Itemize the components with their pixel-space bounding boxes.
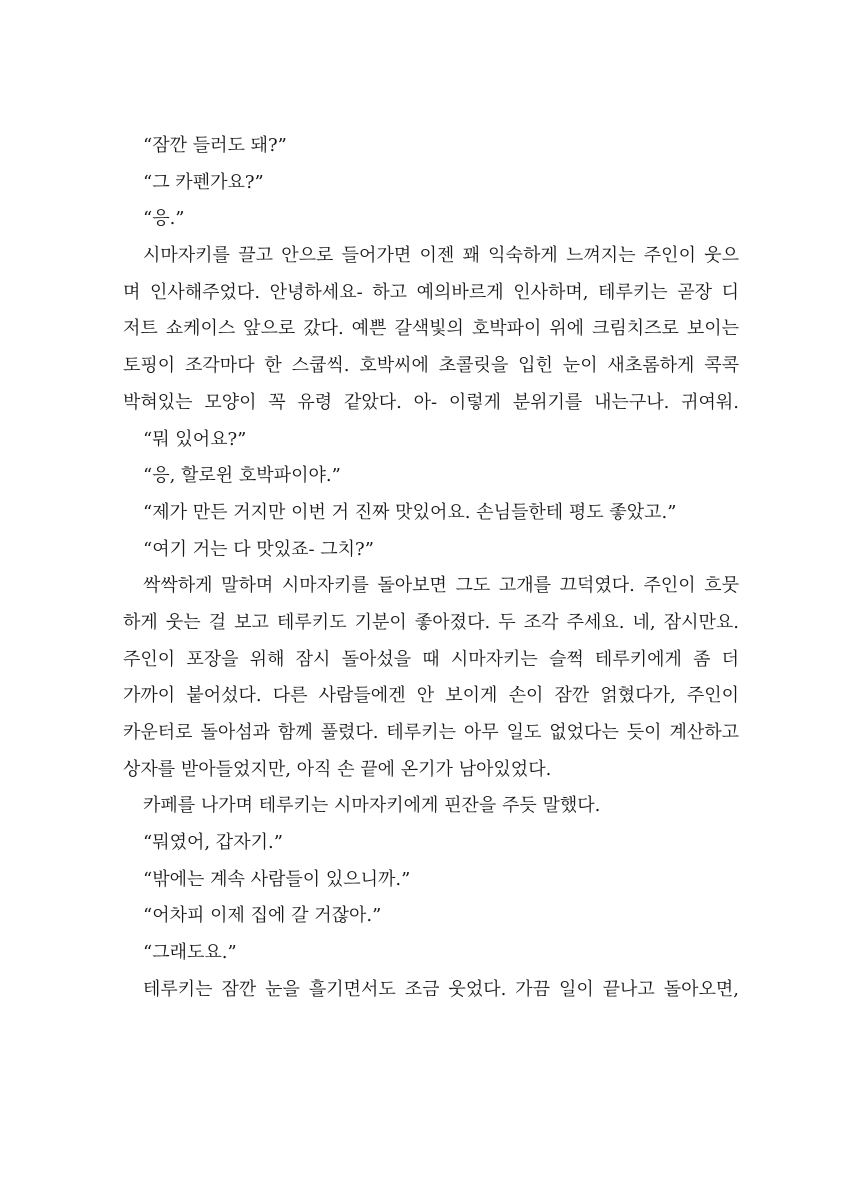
dialogue-line: “밖에는 계속 사람들이 있으니까.” bbox=[143, 868, 411, 890]
dialogue-line: “그 카펜가요?” bbox=[143, 171, 264, 193]
dialogue-line: “그래도요.” bbox=[143, 942, 237, 964]
paragraph-line: 박혀있는 모양이 꼭 유령 같았다. 아- 이렇게 분위기를 내는구나. 귀여워. bbox=[123, 391, 739, 413]
paragraph-line: 상자를 받아들었지만, 아직 손 끝에 온기가 남아있었다. bbox=[123, 758, 552, 780]
paragraph-line: 가까이 붙어섰다. 다른 사람들에겐 안 보이게 손이 잠깐 얽혔다가, 주인이 bbox=[123, 685, 739, 707]
dialogue-line: “뭐였어, 갑자기.” bbox=[143, 832, 283, 854]
dialogue-line: “제가 만든 거지만 이번 거 진짜 맛있어요. 손님들한테 평도 좋았고.” bbox=[143, 501, 677, 523]
paragraph-line: 카페를 나가며 테루키는 시마자키에게 핀잔을 주듯 말했다. bbox=[143, 795, 601, 817]
paragraph-line: 며 인사해주었다. 안녕하세요- 하고 예의바르게 인사하며, 테루키는 곧장 디 bbox=[123, 281, 739, 303]
paragraph-line: 테루키는 잠깐 눈을 흘기면서도 조금 웃었다. 가끔 일이 끝나고 돌아오면, bbox=[143, 978, 739, 1000]
paragraph-line: 카운터로 돌아섬과 함께 풀렸다. 테루키는 아무 일도 없었다는 듯이 계산하고 bbox=[123, 722, 739, 743]
paragraph-line: 시마자키를 끌고 안으로 들어가면 이젠 꽤 익숙하게 느껴지는 주인이 웃으 bbox=[143, 245, 739, 267]
novel-text bbox=[123, 128, 739, 1009]
dialogue-line: “응.” bbox=[143, 208, 185, 230]
dialogue-line: “여기 거는 다 맛있죠- 그치?” bbox=[143, 538, 374, 560]
paragraph-line: 주인이 포장을 위해 잠시 돌아섰을 때 시마자키는 슬쩍 테루키에게 좀 더 bbox=[123, 648, 739, 670]
dialogue-line: “잠깐 들러도 돼?” bbox=[143, 135, 287, 156]
paragraph-line: 저트 쇼케이스 앞으로 갔다. 예쁜 갈색빛의 호박파이 위에 크림치즈로 보이는 bbox=[123, 318, 739, 340]
paragraph-line: 하게 웃는 걸 보고 테루키도 기분이 좋아졌다. 두 조각 주세요. 네, 잠시만요. bbox=[123, 611, 739, 633]
dialogue-line: “응, 할로윈 호박파이야.” bbox=[143, 465, 341, 487]
paragraph-line: 싹싹하게 말하며 시마자키를 돌아보면 그도 고개를 끄덕였다. 주인이 흐뭇 bbox=[143, 575, 739, 597]
dialogue-line: “어차피 이제 집에 갈 거잖아.” bbox=[143, 905, 382, 927]
dialogue-line: “뭐 있어요?” bbox=[143, 428, 247, 450]
paragraph-line: 토핑이 조각마다 한 스쿱씩. 호박씨에 초콜릿을 입힌 눈이 새초롬하게 콕콕 bbox=[123, 355, 739, 377]
